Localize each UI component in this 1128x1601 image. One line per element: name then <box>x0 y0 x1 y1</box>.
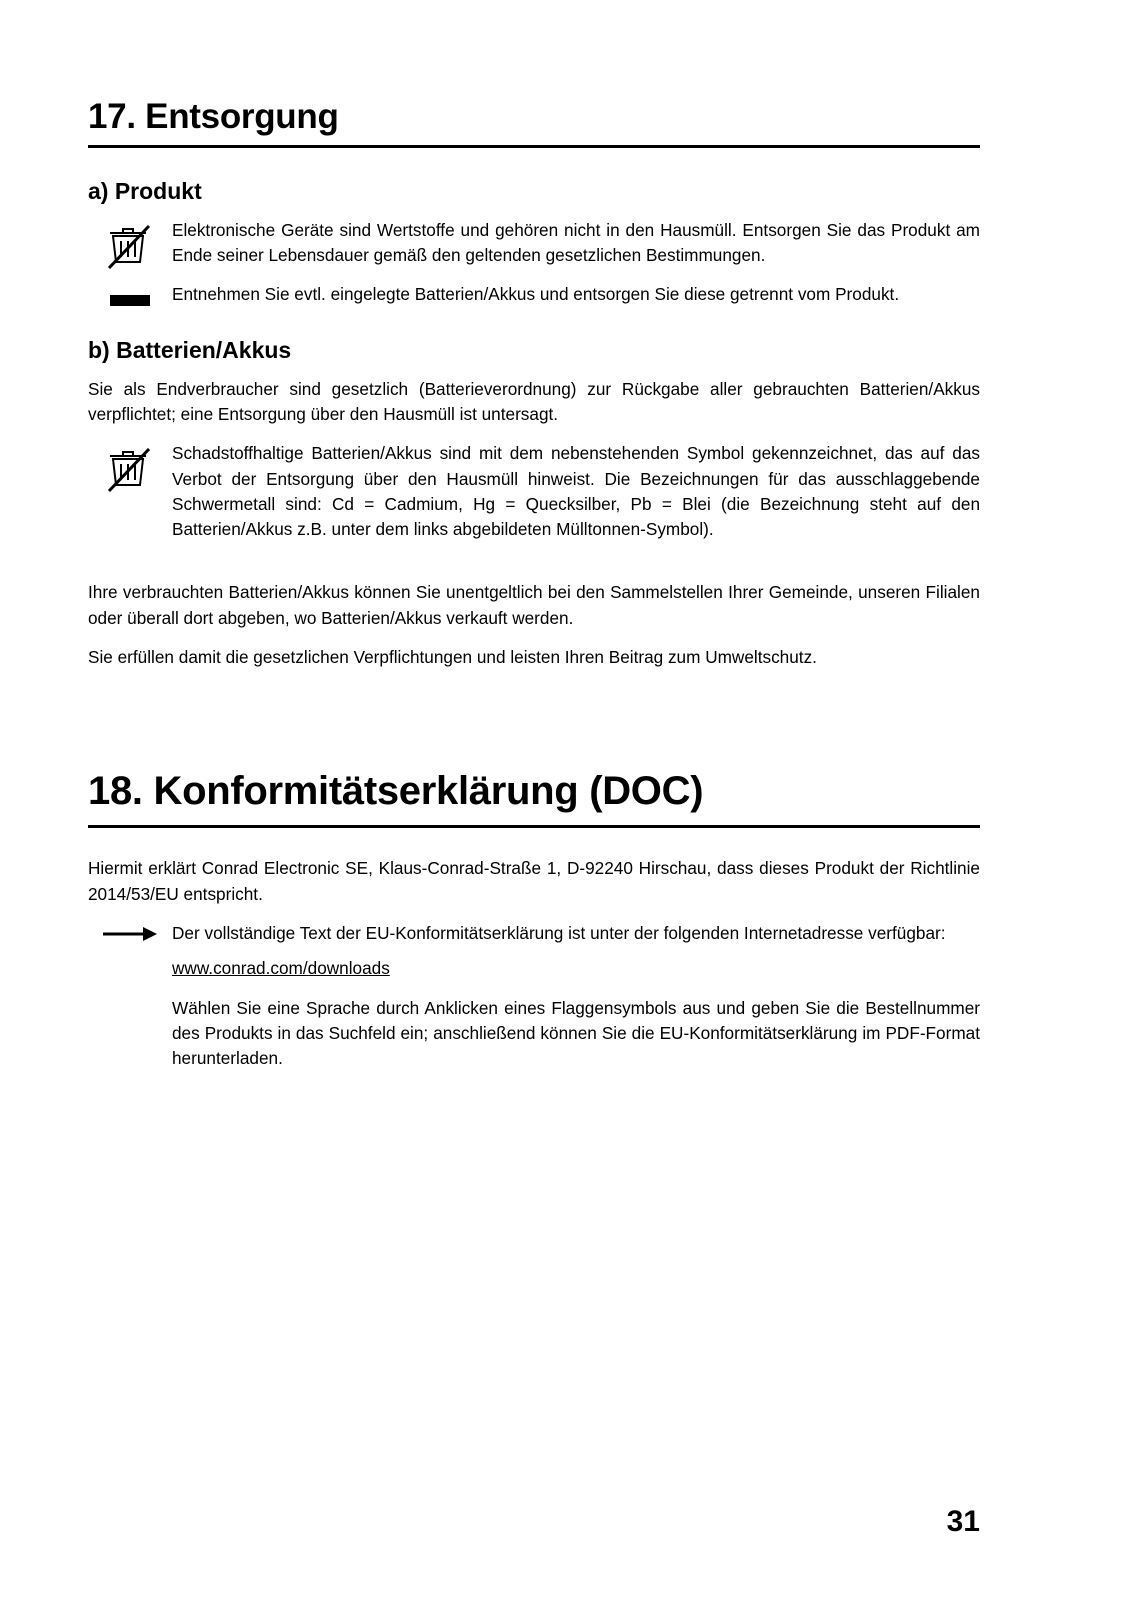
note-text: Entnehmen Sie evtl. eingelegte Batterien/Akkus und entsorgen Sie diese getrennt vom Produkt. <box>172 283 900 304</box>
icon-column <box>88 282 172 306</box>
paragraph-battery-collection: Ihre verbrauchten Batterien/Akkus können Sie unentgeltlich bei den Sammelstellen Ihrer Gemeinde, unseren Filialen oder überall dort abgeben, wo Batterien/Akkus verkauft werden. <box>88 582 980 628</box>
arrow-right-icon <box>101 925 159 943</box>
paragraph-battery-environment: Sie erfüllen damit die gesetzlichen Verpflichtungen und leisten Ihren Beitrag zum Umweltschutz. <box>88 647 817 668</box>
crossed-out-wheelie-bin-icon <box>107 222 153 272</box>
note-text-lead: Der vollständige Text der EU-Konformitätserklärung ist unter der folgenden Internetadresse verfügbar: <box>172 923 946 944</box>
conrad-downloads-link[interactable]: www.conrad.com/downloads <box>172 958 390 979</box>
note-text-column <box>172 921 980 1071</box>
note-text-after: Wählen Sie eine Sprache durch Anklicken eines Flaggensymbols aus und geben Sie die Bestellnummer des Produkts in das Suchfeld ein; anschließend können Sie die EU-Konformitätserklärung im PDF-Format herunterladen. <box>172 997 980 1069</box>
page-number: 31 <box>946 1505 980 1538</box>
subsection-title-produkt: a) Produkt <box>88 178 202 205</box>
note-doc-download <box>88 921 980 1071</box>
note-text: Elektronische Geräte sind Wertstoffe und gehören nicht in den Hausmüll. Entsorgen Sie das Produkt am Ende seiner Lebensdauer gemäß den geltenden gesetzlichen Bestimmungen. <box>172 219 980 266</box>
icon-column <box>88 921 172 943</box>
section-title-entsorgung: 17. Entsorgung <box>88 96 980 148</box>
paragraph-battery-intro: Sie als Endverbraucher sind gesetzlich (Batterieverordnung) zur Rückgabe aller gebrauchten Batterien/Akkus verpflichtet; eine Entsorgung über den Hausmüll ist untersagt. <box>88 378 980 425</box>
subsection-title-batterien-akkus: b) Batterien/Akkus <box>88 337 292 364</box>
note-product-disposal <box>88 218 980 272</box>
icon-column <box>88 441 172 495</box>
paragraph-doc-intro: Hiermit erklärt Conrad Electronic SE, Klaus-Conrad-Straße 1, D-92240 Hirschau, dass dieses Produkt der Richtlinie 2014/53/EU entspricht. <box>88 858 980 904</box>
note-text-column <box>172 441 980 542</box>
crossed-out-wheelie-bin-icon <box>107 445 153 495</box>
icon-column <box>88 218 172 272</box>
note-text: Schadstoffhaltige Batterien/Akkus sind mit dem nebenstehenden Symbol gekennzeichnet, das auf das Verbot der Entsorgung über den Hausmüll hinweist. Die Bezeichnungen für das ausschlaggebende Schwermetall sind: Cd = Cadmium, Hg = Quecksilber, Pb = Blei (die Bezeichnung steht auf den Batterien/Akkus z.B. unter dem links abgebildeten Mülltonnen-Symbol). <box>172 443 980 540</box>
section-title-konformitaetserklaerung: 18. Konformitätserklärung (DOC) <box>88 768 980 828</box>
battery-bar-icon <box>110 295 150 306</box>
note-hazardous-batteries <box>88 441 980 542</box>
note-battery-removal <box>88 282 980 307</box>
note-text-column <box>172 282 980 307</box>
note-text-column <box>172 218 980 269</box>
